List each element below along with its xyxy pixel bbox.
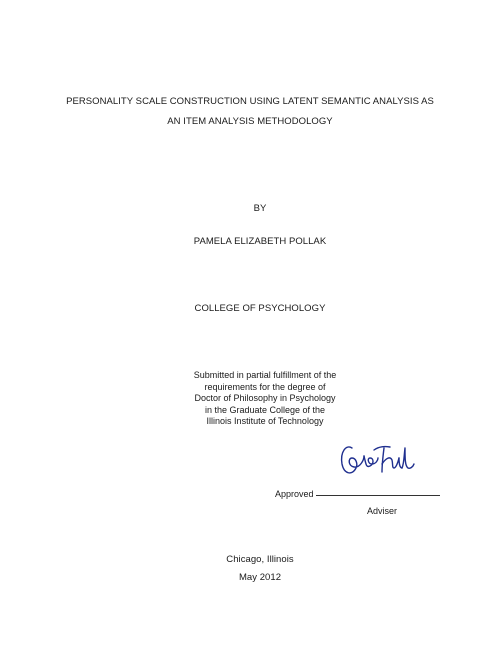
location: Chicago, Illinois: [226, 554, 294, 565]
approval-line: [275, 488, 440, 500]
submission-line: in the Graduate College of the: [204, 404, 326, 415]
by-label: BY: [253, 203, 267, 214]
title-line-1: PERSONALITY SCALE CONSTRUCTION USING LATENT SEMANTIC ANALYSIS AS: [66, 96, 434, 107]
author-name: PAMELA ELIZABETH POLLAK: [193, 236, 327, 247]
submission-line: Illinois Institute of Technology: [206, 416, 324, 426]
signature-rule: [316, 495, 440, 496]
approved-label: Approved: [275, 489, 314, 499]
submission-line: Submitted in partial fulfillment of the: [193, 370, 337, 380]
submission-line: Doctor of Philosophy in Psychology: [194, 393, 336, 403]
submission-statement: [150, 370, 380, 428]
college-name: COLLEGE OF PSYCHOLOGY: [194, 303, 326, 314]
title-line-2: AN ITEM ANALYSIS METHODOLOGY: [167, 116, 333, 127]
date: May 2012: [238, 572, 282, 583]
adviser-signature: [338, 434, 416, 482]
submission-line: requirements for the degree of: [204, 381, 326, 392]
adviser-label: Adviser: [367, 506, 398, 516]
